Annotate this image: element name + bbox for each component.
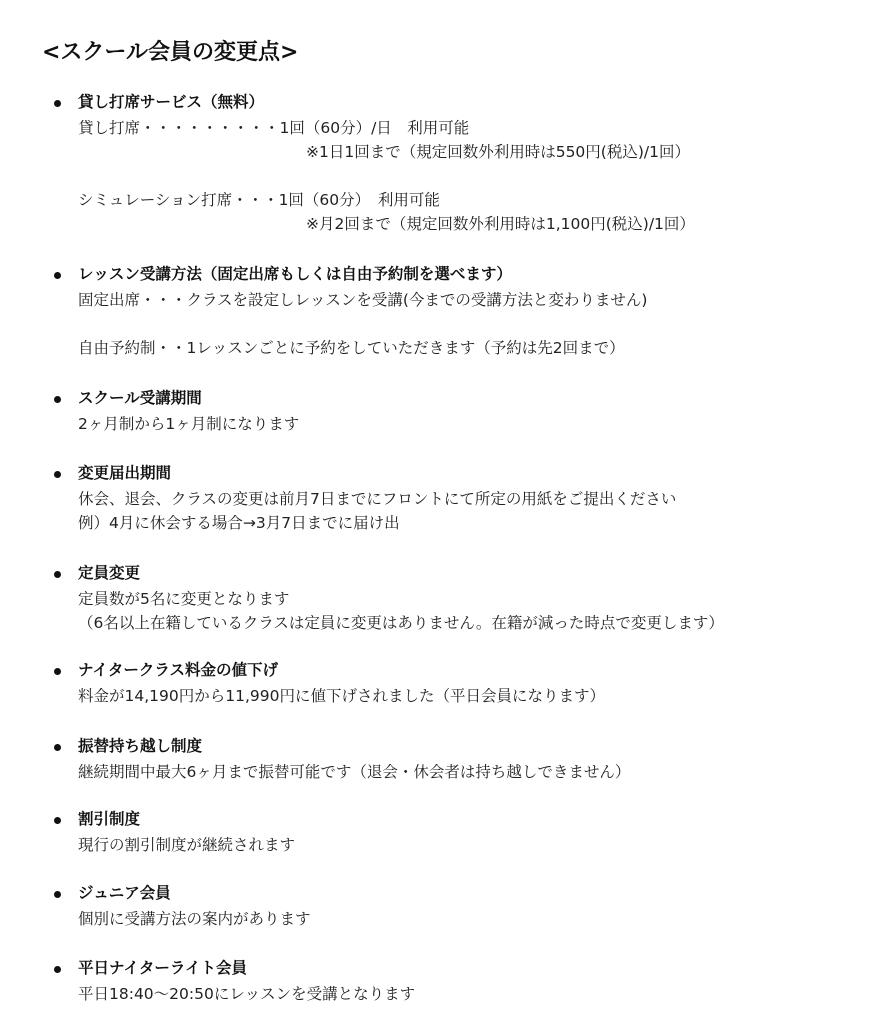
- section-heading: 貸し打席サービス（無料）: [78, 93, 265, 111]
- body-line: 2ヶ月制から1ヶ月制になります: [78, 415, 300, 433]
- body-line: （6名以上在籍しているクラスは定員に変更はありません。在籍が減った時点で変更します）: [78, 614, 724, 632]
- body-line: シミュレーション打席・・・1回（60分） 利用可能: [78, 191, 440, 209]
- page-title: <スクール会員の変更点>: [42, 40, 299, 65]
- bullet-icon: [54, 471, 61, 478]
- body-line-note: ※月2回まで（規定回数外利用時は1,100円(税込)/1回）: [306, 215, 695, 233]
- body-line: 自由予約制・・1レッスンごとに予約をしていただきます（予約は先2回まで）: [78, 339, 625, 357]
- bullet-icon: [54, 272, 61, 279]
- bullet-icon: [54, 817, 61, 824]
- body-line: 料金が14,190円から11,990円に値下げされました（平日会員になります）: [78, 687, 605, 705]
- section-heading: 定員変更: [78, 564, 141, 582]
- body-line: 継続期間中最大6ヶ月まで振替可能です（退会・休会者は持ち越しできません）: [78, 763, 631, 781]
- bullet-icon: [54, 571, 61, 578]
- body-line: 個別に受講方法の案内があります: [78, 910, 311, 928]
- section-heading: 平日ナイターライト会員: [78, 959, 247, 977]
- body-line: 例）4月に休会する場合→3月7日までに届け出: [78, 514, 400, 532]
- body-line: 貸し打席・・・・・・・・・1回（60分）/日 利用可能: [78, 119, 470, 137]
- bullet-icon: [54, 396, 61, 403]
- body-line: 現行の割引制度が継続されます: [78, 836, 296, 854]
- section-heading: 割引制度: [78, 810, 141, 828]
- bullet-icon: [54, 100, 61, 107]
- body-line: 休会、退会、クラスの変更は前月7日までにフロントにて所定の用紙をご提出ください: [78, 490, 677, 508]
- body-line: 平日18:40〜20:50にレッスンを受講となります: [78, 985, 416, 1003]
- bullet-icon: [54, 744, 61, 751]
- section-heading: レッスン受講方法（固定出席もしくは自由予約制を選べます）: [78, 265, 512, 283]
- section-heading: ジュニア会員: [78, 884, 171, 902]
- bullet-icon: [54, 966, 61, 973]
- section-heading: 変更届出期間: [78, 464, 172, 482]
- body-line: 固定出席・・・クラスを設定しレッスンを受講(今までの受講方法と変わりません): [78, 291, 648, 309]
- body-line-note: ※1日1回まで（規定回数外利用時は550円(税込)/1回）: [306, 143, 690, 161]
- section-heading: ナイタークラス料金の値下げ: [78, 661, 278, 679]
- bullet-icon: [54, 891, 61, 898]
- bullet-icon: [54, 668, 61, 675]
- section-heading: 振替持ち越し制度: [78, 737, 203, 755]
- body-line: 定員数が5名に変更となります: [78, 590, 290, 608]
- section-heading: スクール受講期間: [78, 389, 202, 407]
